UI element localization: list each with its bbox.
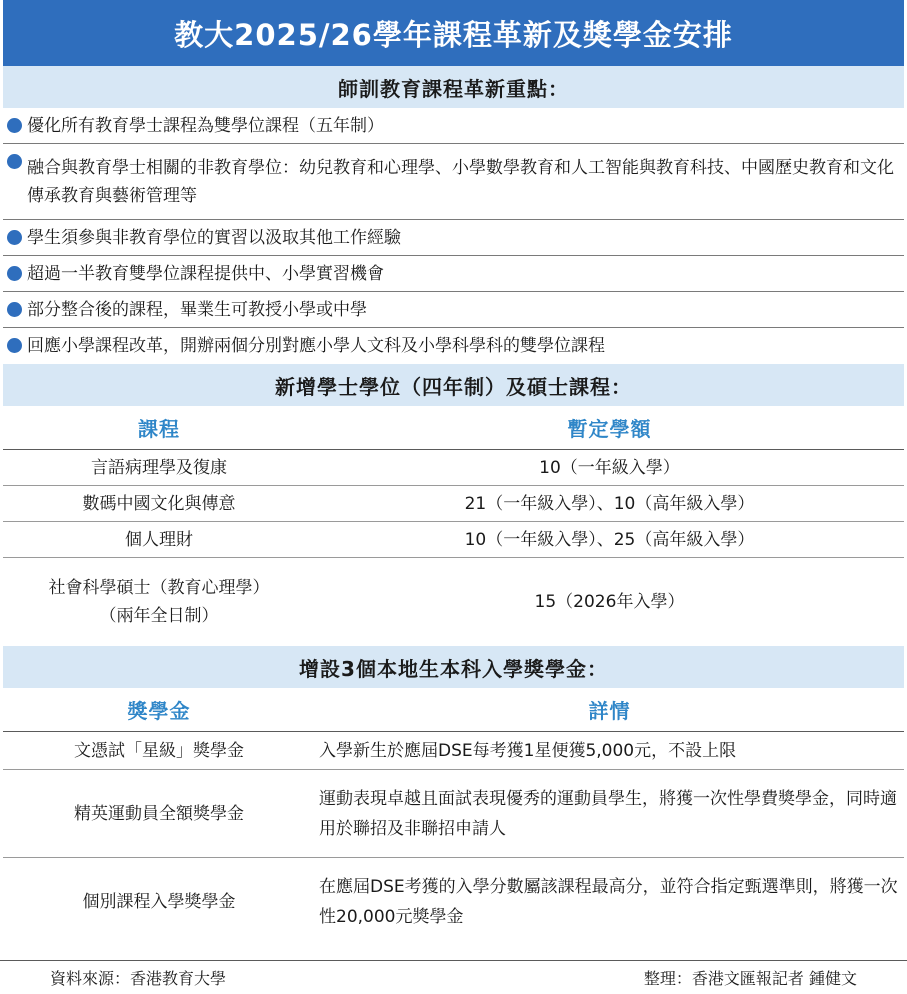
list-item xyxy=(3,328,904,364)
table-row xyxy=(3,858,904,946)
list-item-text: 回應小學課程改革，開辦兩個分別對應小學人文科及小學科學科的雙學位課程 xyxy=(27,336,605,356)
course-places: 10（一年級入學）、25（高年級入學） xyxy=(464,529,755,550)
page-title xyxy=(3,0,904,66)
table-row xyxy=(3,558,904,646)
list-item xyxy=(3,144,904,220)
course-name: 數碼中國文化與傳意 xyxy=(82,493,236,514)
course-name-line1: 社會科學碩士（教育心理學） xyxy=(48,578,270,598)
list-item-text: 優化所有教育學士課程為雙學位課程（五年制） xyxy=(27,116,384,136)
bullet-dot-icon xyxy=(7,266,22,281)
table-row xyxy=(3,770,904,858)
scholarship-detail: 在應屆DSE考獲的入學分數屬該課程最高分，並符合指定甄選準則，將獲一次性20,000元獎學金 xyxy=(319,877,898,927)
list-item-text: 融合與教育學士相關的非教育學位：幼兒教育和心理學、小學數學教育和人工智能與教育科技、中國歷史教育和文化傳承教育與藝術管理等 xyxy=(27,158,894,206)
credit-note: 整理：香港文匯報記者 鍾健文 xyxy=(643,969,857,988)
section-reform-heading-text: 師訓教育課程革新重點： xyxy=(338,76,569,101)
programmes-table-header xyxy=(3,406,904,450)
course-places: 15（2026年入學） xyxy=(534,592,685,612)
section-new-programmes-heading xyxy=(3,364,904,406)
footer xyxy=(0,960,907,994)
list-item xyxy=(3,220,904,256)
scholarship-detail: 運動表現卓越且面試表現優秀的運動員學生，將獲一次性學費獎學金，同時適用於聯招及非聯招申請人 xyxy=(319,788,897,839)
list-item-text: 超過一半教育雙學位課程提供中、小學實習機會 xyxy=(27,264,384,284)
course-name xyxy=(3,574,315,630)
column-header-course: 課程 xyxy=(138,417,180,441)
list-item-text: 部分整合後的課程，畢業生可教授小學或中學 xyxy=(27,300,367,320)
scholarship-table-header xyxy=(3,688,904,732)
course-places: 21（一年級入學）、10（高年級入學） xyxy=(464,493,755,514)
column-header-scholarship: 獎學金 xyxy=(127,699,191,723)
course-name: 個人理財 xyxy=(125,529,193,550)
section-scholarship-heading-text: 增設3個本地生本科入學獎學金： xyxy=(299,656,608,681)
page-title-text: 教大2025/26學年課程革新及獎學金安排 xyxy=(174,17,733,52)
course-places: 10（一年級入學） xyxy=(539,457,680,478)
scholarship-name: 個別課程入學獎學金 xyxy=(82,892,236,912)
bullet-dot-icon xyxy=(7,154,22,169)
table-row xyxy=(3,522,904,558)
programmes-table xyxy=(3,450,904,646)
column-header-details: 詳情 xyxy=(588,699,631,723)
reform-bullet-list xyxy=(3,108,904,364)
bullet-dot-icon xyxy=(7,338,22,353)
table-row xyxy=(3,732,904,770)
scholarship-table xyxy=(3,732,904,946)
scholarship-name: 精英運動員全額獎學金 xyxy=(74,803,244,824)
table-row xyxy=(3,450,904,486)
table-row xyxy=(3,486,904,522)
course-name: 言語病理學及復康 xyxy=(91,457,227,478)
bullet-dot-icon xyxy=(7,302,22,317)
list-item xyxy=(3,108,904,144)
list-item-text: 學生須參與非教育學位的實習以汲取其他工作經驗 xyxy=(27,228,401,248)
list-item xyxy=(3,256,904,292)
bullet-dot-icon xyxy=(7,118,22,133)
course-name-line2: （兩年全日制） xyxy=(99,606,219,626)
bullet-dot-icon xyxy=(7,230,22,245)
section-reform-heading xyxy=(3,66,904,108)
section-scholarship-heading xyxy=(3,646,904,688)
section-new-programmes-heading-text: 新增學士學位（四年制）及碩士課程： xyxy=(275,374,632,399)
scholarship-name: 文憑試「星級」獎學金 xyxy=(74,740,244,761)
column-header-places: 暫定學額 xyxy=(567,417,652,441)
source-note: 資料來源：香港教育大學 xyxy=(50,969,227,988)
scholarship-detail: 入學新生於應屆DSE每考獲1星便獲5,000元，不設上限 xyxy=(319,740,737,761)
list-item xyxy=(3,292,904,328)
